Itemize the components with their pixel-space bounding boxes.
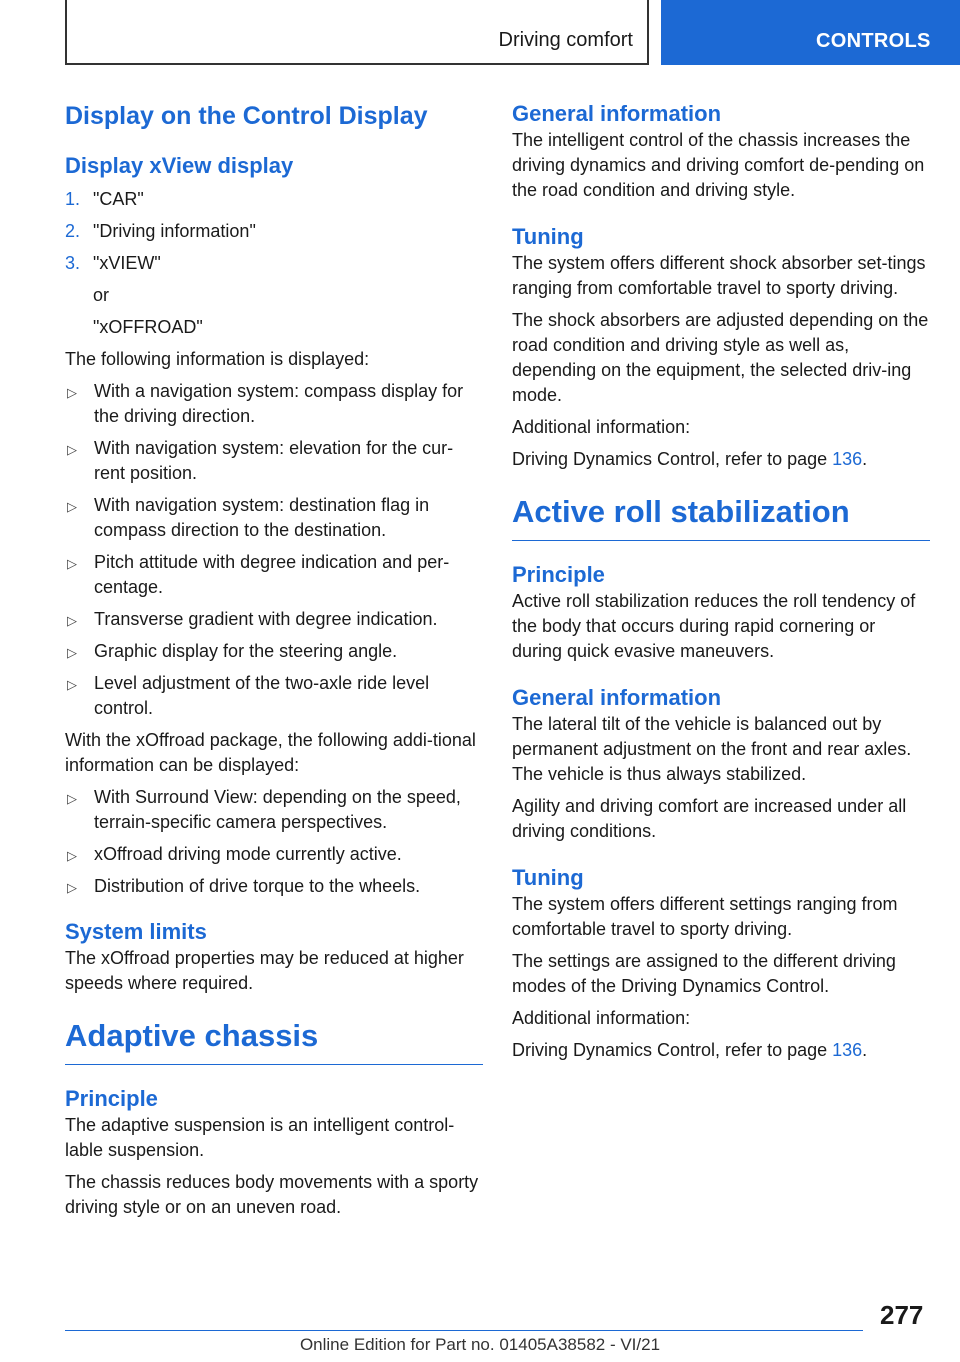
- right-column: [512, 100, 930, 1063]
- principle-text-1: The adaptive suspension is an intelligent control-lable suspension.: [65, 1115, 455, 1160]
- heading-active-roll-stabilization: Active roll stabilization: [512, 492, 930, 541]
- reference-dot: .: [862, 1040, 868, 1060]
- page-reference: [512, 447, 930, 472]
- triangle-right-icon: ▷: [67, 848, 77, 863]
- general2-text-2: Agility and driving comfort are increased under all driving conditions.: [512, 796, 907, 841]
- bullet-text: Distribution of drive torque to the wheels.: [94, 876, 421, 896]
- list-item: [65, 219, 483, 244]
- list-item: [65, 874, 483, 899]
- heading-xview-display: Display xView display: [65, 153, 294, 178]
- tuning2-text-1: The system offers different settings ranging from comfortable travel to sporty driving.: [512, 894, 898, 939]
- heading-principle: Principle: [65, 1086, 158, 1111]
- left-column: [65, 100, 483, 1220]
- info-bullets: [65, 379, 483, 721]
- footer-divider: [65, 1330, 863, 1331]
- step-number: 3.: [65, 253, 81, 273]
- tuning-text-2: The shock absorbers are adjusted depending on the road condition and driving style as well as, depending on the equipment, the selected driv-ing mode.: [512, 310, 929, 405]
- footer-edition: Online Edition for Part no. 01405A38582 - VI/21: [299, 1335, 661, 1354]
- offroad-intro: With the xOffroad package, the following addi-tional information can be displayed:: [65, 730, 476, 775]
- reference-dot: .: [862, 449, 868, 469]
- reference-text: Driving Dynamics Control, refer to page: [512, 1040, 833, 1060]
- bullet-text: Transverse gradient with degree indication.: [94, 609, 438, 629]
- list-item: [65, 671, 483, 721]
- heading-display-control: Display on the Control Display: [65, 102, 428, 130]
- triangle-right-icon: ▷: [67, 613, 77, 628]
- bullet-text: With navigation system: elevation for the cur-rent position.: [94, 438, 454, 483]
- step-text: "Driving information": [93, 221, 256, 241]
- header-chapter-label: CONTROLS: [816, 30, 931, 52]
- heading-adaptive-chassis: Adaptive chassis: [65, 1016, 483, 1065]
- additional-info-label: Additional information:: [512, 1008, 691, 1028]
- list-item: [65, 842, 483, 867]
- triangle-right-icon: ▷: [67, 645, 77, 660]
- bullet-text: With Surround View: depending on the speed, terrain-specific camera perspectives.: [94, 787, 461, 832]
- list-item: [65, 493, 483, 543]
- page-link[interactable]: 136: [832, 449, 863, 469]
- list-item: [65, 607, 483, 632]
- general-text: The intelligent control of the chassis increases the driving dynamics and driving comfort de-pending on the road condition and driving style.: [512, 130, 925, 200]
- general2-text-1: The lateral tilt of the vehicle is balanced out by permanent adjustment on the front and rear axles. The vehicle is thus always stabilized.: [512, 714, 912, 784]
- list-item: [65, 436, 483, 486]
- list-item: [65, 639, 483, 664]
- step-number: 2.: [65, 221, 81, 241]
- info-intro: The following information is displayed:: [65, 349, 370, 369]
- tuning2-text-2: The settings are assigned to the different driving modes of the Driving Dynamics Control.: [512, 951, 896, 996]
- bullet-text: xOffroad driving mode currently active.: [94, 844, 402, 864]
- list-item: [65, 187, 483, 212]
- header-section-title: Driving comfort: [498, 29, 633, 51]
- steps-list: [65, 187, 483, 276]
- triangle-right-icon: ▷: [67, 791, 77, 806]
- triangle-right-icon: ▷: [67, 677, 77, 692]
- list-item: [65, 550, 483, 600]
- limits-text: The xOffroad properties may be reduced at higher speeds where required.: [65, 948, 464, 993]
- principle-text: Active roll stabilization reduces the roll tendency of the body that occurs during rapid cornering or during quick evasive maneuvers.: [512, 591, 916, 661]
- bullet-text: Pitch attitude with degree indication and per-centage.: [94, 552, 450, 597]
- page-number: 277: [880, 1300, 924, 1330]
- step3-alt: "xOFFROAD": [93, 317, 203, 337]
- triangle-right-icon: ▷: [67, 499, 77, 514]
- bullet-text: With a navigation system: compass display for the driving direction.: [94, 381, 464, 426]
- heading-general-information: General information: [512, 101, 722, 126]
- page-link[interactable]: 136: [832, 1040, 863, 1060]
- heading-tuning: Tuning: [512, 865, 584, 890]
- header-chapter-tab[interactable]: [661, 0, 960, 65]
- reference-text: Driving Dynamics Control, refer to page: [512, 449, 833, 469]
- list-item: [65, 251, 483, 276]
- bullet-text: Graphic display for the steering angle.: [94, 641, 398, 661]
- page-reference: [512, 1038, 930, 1063]
- additional-info-label: Additional information:: [512, 417, 691, 437]
- step-number: 1.: [65, 189, 81, 209]
- triangle-right-icon: ▷: [67, 880, 77, 895]
- triangle-right-icon: ▷: [67, 442, 77, 457]
- heading-general-information: General information: [512, 685, 722, 710]
- step-text: "CAR": [93, 189, 144, 209]
- header-section-box: [65, 0, 649, 65]
- triangle-right-icon: ▷: [67, 385, 77, 400]
- step-text: "xVIEW": [93, 253, 161, 273]
- triangle-right-icon: ▷: [67, 556, 77, 571]
- list-item: [65, 379, 483, 429]
- principle-text-2: The chassis reduces body movements with a sporty driving style or on an uneven road.: [65, 1172, 479, 1217]
- tuning-text-1: The system offers different shock absorber set-tings ranging from comfortable travel to sporty driving.: [512, 253, 926, 298]
- offroad-bullets: [65, 785, 483, 899]
- heading-tuning: Tuning: [512, 224, 584, 249]
- list-item: [65, 785, 483, 835]
- step3-or: or: [93, 285, 110, 305]
- heading-principle: Principle: [512, 562, 605, 587]
- bullet-text: With navigation system: destination flag in compass direction to the destination.: [94, 495, 430, 540]
- heading-system-limits: System limits: [65, 919, 207, 944]
- bullet-text: Level adjustment of the two-axle ride level control.: [94, 673, 430, 718]
